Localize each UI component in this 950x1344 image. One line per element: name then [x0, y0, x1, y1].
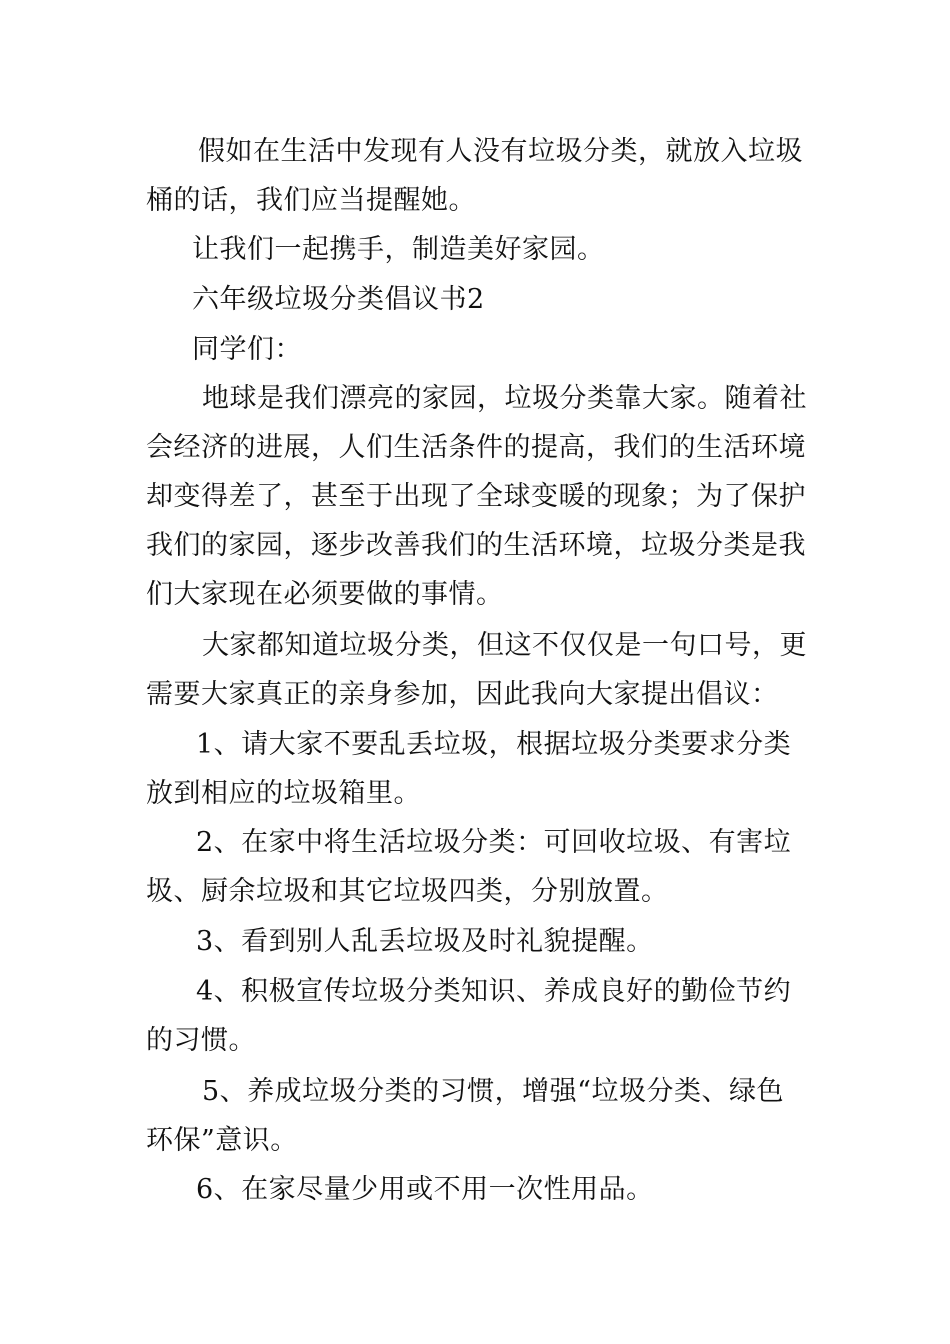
list-item-4: 4、积极宣传垃圾分类知识、养成良好的勤俭节约的习惯。: [146, 976, 792, 1056]
document-heading: 六年级垃圾分类倡议书2: [192, 284, 485, 315]
paragraph-proposal-intro: 大家都知道垃圾分类，但这不仅仅是一句口号，更需要大家真正的亲身参加，因此我向大家提出倡议：: [146, 630, 807, 710]
list-item-2: 2、在家中将生活垃圾分类：可回收垃圾、有害垃圾、厨余垃圾和其它垃圾四类，分别放置。: [146, 827, 792, 907]
list-item-3: 3、看到别人乱丢垃圾及时礼貌提醒。: [196, 926, 654, 957]
salutation: 同学们：: [192, 334, 302, 365]
paragraph-reminder: 假如在生活中发现有人没有垃圾分类，就放入垃圾桶的话，我们应当提醒她。: [146, 136, 803, 216]
list-item-1: 1、请大家不要乱丢垃圾，根据垃圾分类要求分类放到相应的垃圾箱里。: [146, 729, 792, 809]
list-item-6: 6、在家尽量少用或不用一次性用品。: [196, 1174, 654, 1205]
paragraph-earth-home: 地球是我们漂亮的家园，垃圾分类靠大家。随着社会经济的进展，人们生活条件的提高，我们的生活环境却变得差了，甚至于出现了全球变暖的现象；为了保护我们的家园，逐步改善我们的生活环境，垃圾分类是我们大家现在必须要做的事情。: [146, 383, 807, 610]
list-item-5: 5、养成垃圾分类的习惯，增强“垃圾分类、绿色环保”意识。: [146, 1076, 784, 1156]
paragraph-join-hands: 让我们一起携手，制造美好家园。: [192, 234, 605, 265]
